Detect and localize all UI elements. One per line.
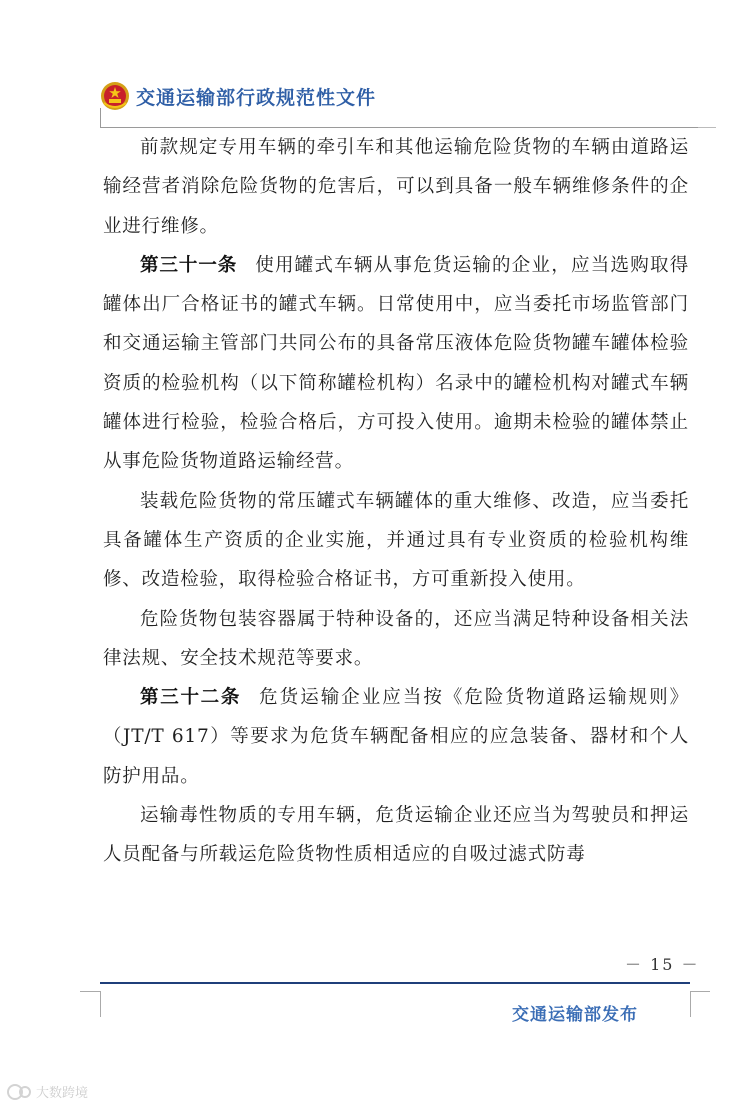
footer-corner-left	[100, 991, 101, 1017]
watermark-logo-icon	[6, 1083, 34, 1101]
paragraph-text: 运输毒性物质的专用车辆，危货运输企业还应当为驾驶员和押运人员配备与所载运危险货物性质相适应的自吸过滤式防毒	[103, 805, 689, 866]
publisher-label: 交通运输部发布	[512, 1005, 638, 1025]
watermark	[6, 1082, 88, 1101]
paragraph-article-31	[103, 246, 689, 482]
paragraph-text: 危险货物包装容器属于特种设备的，还应当满足特种设备相关法律法规、安全技术规范等要求。	[103, 608, 689, 669]
paragraph-text: 使用罐式车辆从事危货运输的企业，应当选购取得罐体出厂合格证书的罐式车辆。日常使用中，应当委托市场监管部门和交通运输主管部门共同公布的具备常压液体危险货物罐车罐体检验资质的检验机构（以下简称罐检机构）名录中的罐检机构对罐式车辆罐体进行检验，检验合格后，方可投入使用。逾期未检验的罐体禁止从事危险货物道路运输经营。	[103, 254, 689, 473]
paragraph	[103, 796, 689, 875]
document-body	[103, 128, 689, 875]
watermark-text: 大数跨境	[36, 1086, 89, 1101]
header-title: 交通运输部行政规范性文件	[136, 86, 377, 109]
page-number: － 15 －	[625, 955, 700, 974]
footer-rule	[100, 982, 690, 984]
paragraph-text: 危货运输企业应当按《危险货物道路运输规则》（JT/T 617）等要求为危货车辆配备相应的应急装备、器材和个人防护用品。	[103, 687, 689, 787]
header-rule-vertical	[100, 108, 101, 128]
paragraph-text: 装载危险货物的常压罐式车辆罐体的重大维修、改造，应当委托具备罐体生产资质的企业实施，并通过具有专业资质的检验机构维修、改造检验，取得检验合格证书，方可重新投入使用。	[103, 490, 689, 591]
footer-corner-left-h	[80, 991, 100, 992]
article-number: 第三十二条	[140, 687, 242, 709]
footer-corner-right-h	[690, 991, 710, 992]
national-emblem-icon	[100, 81, 130, 111]
paragraph	[103, 128, 689, 246]
paragraph-text: 前款规定专用车辆的牵引车和其他运输危险货物的车辆由道路运输经营者消除危险货物的危害后，可以到具备一般车辆维修条件的企业进行维修。	[103, 137, 689, 237]
document-header	[100, 78, 376, 114]
paragraph	[103, 600, 689, 679]
footer-corner-right	[690, 991, 691, 1017]
paragraph	[103, 482, 689, 600]
paragraph-article-32	[103, 678, 689, 796]
header-rule-tail	[698, 127, 716, 128]
article-number: 第三十一条	[140, 254, 238, 276]
